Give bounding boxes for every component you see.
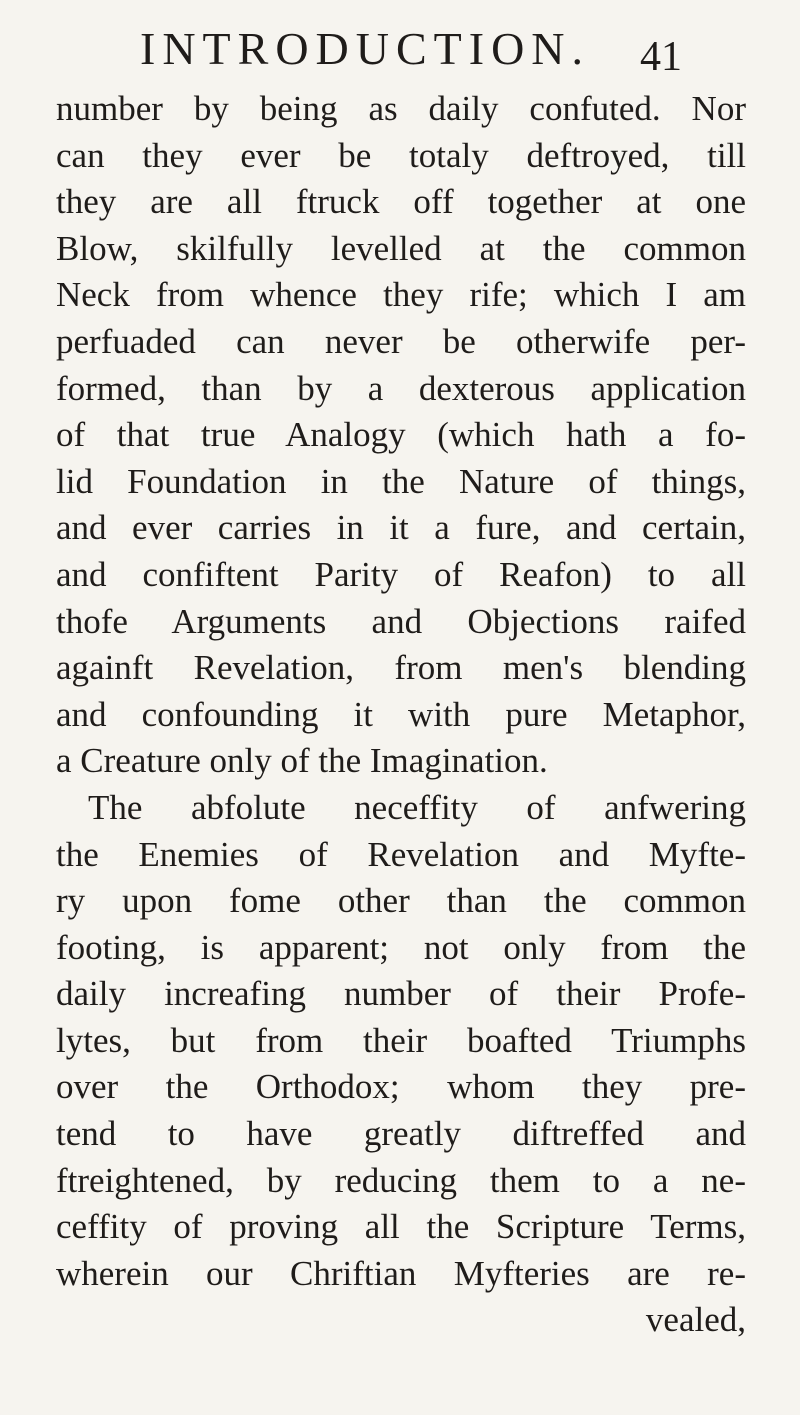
text-line: can they ever be totaly deftroyed, till: [56, 135, 746, 175]
page-number: 41: [640, 34, 682, 80]
text-line: over the Orthodox; whom they pre-: [56, 1067, 746, 1107]
text-line: wherein our Chriftian Myfteries are re-: [56, 1253, 746, 1293]
text-line: perfuaded can never be otherwife per-: [56, 321, 746, 361]
body-text: [56, 86, 746, 1344]
text-line: number by being as daily confuted. Nor: [56, 89, 746, 128]
text-line: lid Foundation in the Nature of things,: [56, 461, 746, 501]
text-line: a Creature only of the Imagination.: [56, 741, 548, 781]
text-line: daily increafing number of their Profe-: [56, 974, 746, 1014]
running-head: INTRODUCTION.: [140, 23, 591, 74]
text-line: they are all ftruck off together at one: [56, 182, 746, 222]
text-line: Neck from whence they rife; which I am: [56, 275, 746, 315]
text-line: the Enemies of Revelation and Myfte-: [56, 834, 746, 874]
text-line: thofe Arguments and Objections raifed: [56, 601, 746, 641]
text-line: and ever carries in it a fure, and certain,: [56, 508, 746, 548]
text-line: Blow, skilfully levelled at the common: [56, 228, 746, 268]
text-line: footing, is apparent; not only from the: [56, 927, 746, 967]
page-header: [140, 14, 740, 84]
text-line: ftreightened, by reducing them to a ne-: [56, 1160, 746, 1200]
text-line: of that true Analogy (which hath a fo-: [56, 415, 746, 455]
text-line: and confiftent Parity of Reafon) to all: [56, 554, 746, 594]
text-line: ry upon fome other than the common: [56, 881, 746, 921]
text-line: ceffity of proving all the Scripture Terms,: [56, 1207, 746, 1247]
text-line: tend to have greatly diftreffed and: [56, 1114, 746, 1154]
catchword: vealed,: [645, 1300, 746, 1340]
text-line: and confounding it with pure Metaphor,: [56, 694, 746, 734]
text-line: formed, than by a dexterous application: [56, 368, 746, 408]
text-line: againft Revelation, from men's blending: [56, 648, 746, 688]
text-line: The abfolute neceffity of anfwering: [88, 787, 746, 827]
text-line: lytes, but from their boafted Triumphs: [56, 1020, 746, 1060]
